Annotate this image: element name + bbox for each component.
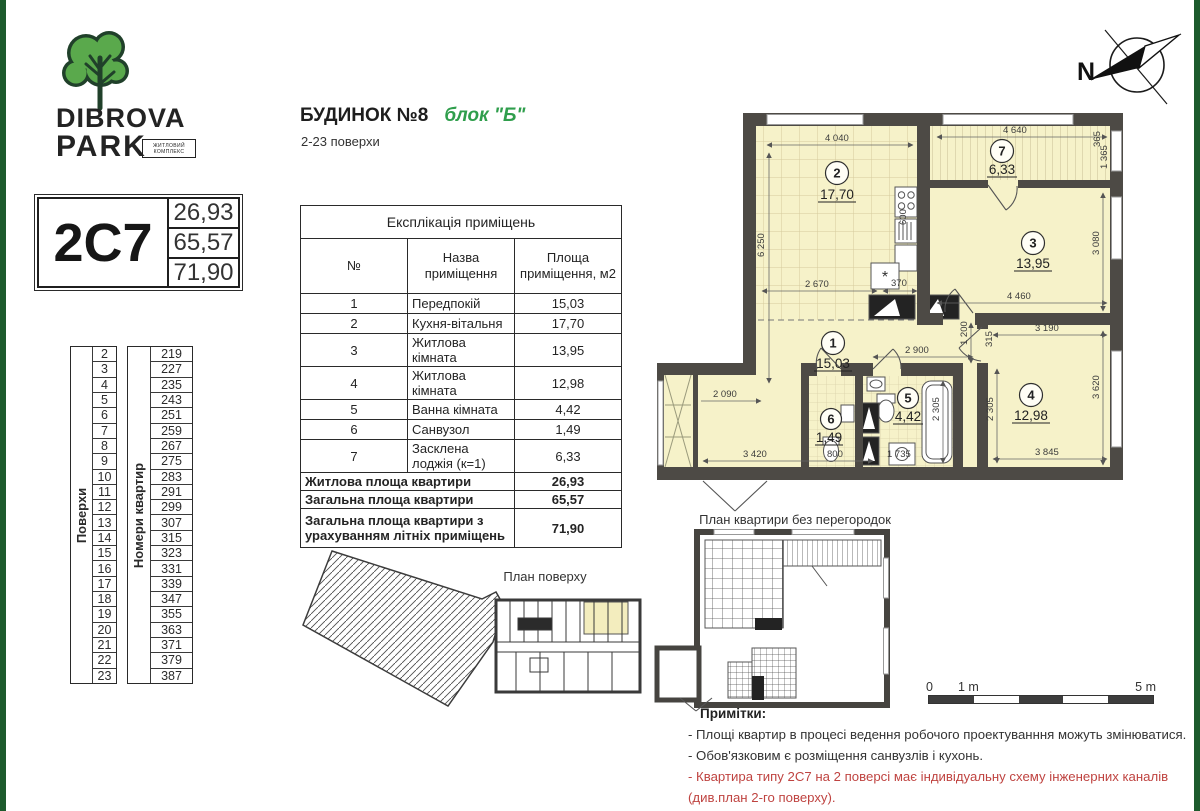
svg-text:370: 370 <box>891 278 907 289</box>
table-cell: 18 <box>93 591 116 606</box>
brand-name-top: DIBROVA <box>56 103 186 133</box>
table-cell: 20 <box>93 622 116 637</box>
apartment-type: 2С7 <box>39 199 169 286</box>
note-item-3-red: - Квартира типу 2С7 на 2 поверсі має індивідуальну схему інженерних каналів (див.план 2-го поверху). <box>688 769 1169 805</box>
table-cell: 9 <box>93 453 116 468</box>
table-cell: 363 <box>151 622 192 637</box>
building-title <box>300 105 525 127</box>
apartment-numbers-list <box>151 347 192 683</box>
no-partitions-plan <box>652 528 907 713</box>
table-cell: 371 <box>151 637 192 652</box>
brand-tagline-line1: ЖИТЛОВИЙ <box>152 142 186 149</box>
col-header-area: Площа приміщення, м2 <box>515 239 622 294</box>
table-cell: 22 <box>93 652 116 667</box>
table-cell: 243 <box>151 392 192 407</box>
total-area-value: 65,57 <box>169 227 238 257</box>
table-row: 5 Ванна кімната 4,42 <box>301 400 622 420</box>
table-cell: 219 <box>161 347 182 362</box>
table-row: 2 Кухня-вітальня 17,70 <box>301 314 622 334</box>
notes-block <box>688 706 1194 808</box>
apartment-numbers-header: Номери квартир <box>128 347 151 683</box>
floors-table-header: Поверхи <box>71 347 93 683</box>
svg-text:4 040: 4 040 <box>825 133 849 144</box>
floors-table <box>70 346 117 684</box>
note-item-2: - Обов'язковим є розміщення санвузлів і кухонь. <box>688 748 984 763</box>
apartment-type-badge <box>34 194 243 291</box>
table-row: 1 Передпокій 15,03 <box>301 294 622 314</box>
left-edge-strip <box>0 0 6 811</box>
scale-zero: 0 <box>926 680 933 694</box>
table-cell: 19 <box>93 606 116 621</box>
svg-text:2 670: 2 670 <box>805 279 829 290</box>
table-cell: 3 <box>93 361 116 376</box>
table-cell: 6 <box>93 407 116 422</box>
table-cell: 251 <box>151 407 192 422</box>
table-cell: 8 <box>93 438 116 453</box>
svg-text:3: 3 <box>1029 235 1037 251</box>
table-cell: 14 <box>93 530 116 545</box>
explication-title: Експлікація приміщень <box>301 206 622 239</box>
compass-icon <box>1075 18 1187 114</box>
table-cell: 10 <box>93 469 116 484</box>
building-number: БУДИНОК №8 <box>300 105 429 126</box>
table-cell: 283 <box>151 469 192 484</box>
living-area-value: 26,93 <box>173 199 234 226</box>
apartment-plan <box>655 105 1167 513</box>
svg-text:2 305: 2 305 <box>985 397 996 421</box>
col-header-name: Назва приміщення <box>408 239 515 294</box>
svg-text:2 305: 2 305 <box>931 397 942 421</box>
scale-bar-segments <box>928 695 1154 704</box>
table-cell: 307 <box>151 514 192 529</box>
svg-text:2 900: 2 900 <box>905 345 929 356</box>
table-cell: 17 <box>93 576 116 591</box>
apartment-numbers-table <box>127 346 193 684</box>
table-cell: 387 <box>151 668 192 683</box>
table-cell: 5 <box>93 392 116 407</box>
table-cell: 11 <box>93 484 116 499</box>
svg-text:1 200: 1 200 <box>959 321 970 345</box>
block-label: блок "Б" <box>444 105 526 126</box>
svg-text:2 090: 2 090 <box>713 389 737 400</box>
note-item-1: - Площі квартир в процесі ведення робочого проектуванння можуть змінюватися. <box>688 727 1187 742</box>
svg-text:3 080: 3 080 <box>1091 231 1102 255</box>
highlighted-apartment <box>584 602 628 634</box>
table-cell: 235 <box>151 377 192 392</box>
scale-bar <box>926 680 1156 706</box>
svg-text:6,33: 6,33 <box>988 162 1016 177</box>
svg-text:3 620: 3 620 <box>1091 375 1102 399</box>
table-cell: 339 <box>151 576 192 591</box>
table-cell: 291 <box>151 484 192 499</box>
scale-one-meter: 1 m <box>958 680 979 694</box>
no-partitions-caption: План квартири без перегородок <box>699 512 891 527</box>
table-cell: 2 <box>101 347 108 362</box>
dibrova-tree-icon <box>52 26 146 112</box>
svg-text:5: 5 <box>904 390 912 406</box>
svg-text:7: 7 <box>998 143 1006 159</box>
adjacent-block-hatched <box>303 551 504 706</box>
svg-text:3 845: 3 845 <box>1035 447 1059 458</box>
table-row: 4 Житлова кімната 12,98 <box>301 367 622 400</box>
total-summer-area-value: 71,90 <box>169 257 238 287</box>
table-row: 7 Засклена лоджія (к=1) 6,33 <box>301 440 622 473</box>
brand-name-bottom: PARK <box>56 130 147 163</box>
svg-text:6: 6 <box>827 411 835 427</box>
table-cell: 315 <box>151 530 192 545</box>
table-cell: 355 <box>151 606 192 621</box>
total-row-summer: Загальна площа квартири з урахуванням літніх приміщень 71,90 <box>301 509 622 548</box>
table-cell: 331 <box>151 560 192 575</box>
table-row: 6 Санвузол 1,49 <box>301 420 622 440</box>
table-cell: 323 <box>151 545 192 560</box>
svg-text:1 735: 1 735 <box>887 449 911 460</box>
svg-text:1,49: 1,49 <box>815 430 843 445</box>
svg-text:*: * <box>881 269 889 286</box>
svg-text:3 190: 3 190 <box>1035 323 1059 334</box>
table-cell: 16 <box>93 560 116 575</box>
table-cell: 12 <box>93 499 116 514</box>
table-cell: 275 <box>151 453 192 468</box>
table-cell: 259 <box>151 423 192 438</box>
right-edge-strip <box>1194 0 1200 811</box>
svg-text:3 420: 3 420 <box>743 449 767 460</box>
table-cell: 7 <box>93 423 116 438</box>
brand-tagline-box <box>142 139 196 158</box>
table-cell: 379 <box>151 652 192 667</box>
table-row: 3 Житлова кімната 13,95 <box>301 334 622 367</box>
total-row-living: Житлова площа квартири 26,93 <box>301 473 622 491</box>
svg-text:13,95: 13,95 <box>1016 256 1050 271</box>
svg-text:1: 1 <box>829 335 837 351</box>
floor-overview-plan <box>290 530 650 720</box>
svg-text:4 640: 4 640 <box>1003 125 1027 136</box>
notes-title: Примітки: <box>700 706 767 721</box>
table-cell: 299 <box>151 499 192 514</box>
col-header-no: № <box>301 239 408 294</box>
svg-text:12,98: 12,98 <box>1014 408 1048 423</box>
svg-text:600: 600 <box>898 209 909 225</box>
floors-list <box>93 347 116 683</box>
svg-text:315: 315 <box>984 331 995 347</box>
total-row-total: Загальна площа квартири 65,57 <box>301 491 622 509</box>
table-cell: 4 <box>93 377 116 392</box>
svg-text:800: 800 <box>827 449 843 460</box>
svg-text:2: 2 <box>833 165 841 181</box>
brand-tagline-line2: КОМПЛЕКС <box>153 148 185 155</box>
table-cell: 347 <box>151 591 192 606</box>
table-cell: 13 <box>93 514 116 529</box>
svg-text:17,70: 17,70 <box>820 187 854 202</box>
svg-text:4 460: 4 460 <box>1007 291 1031 302</box>
svg-text:1 365: 1 365 <box>1099 145 1110 169</box>
floors-range: 2-23 поверхи <box>301 134 380 149</box>
compass-north-label: N <box>1077 58 1096 86</box>
table-cell: 15 <box>93 545 116 560</box>
floor-layout <box>496 600 640 692</box>
svg-text:365: 365 <box>1092 131 1103 147</box>
table-cell: 21 <box>93 637 116 652</box>
table-cell: 227 <box>151 361 192 376</box>
floor-plan-caption: План поверху <box>503 569 587 584</box>
scale-five-meters: 5 m <box>1135 680 1156 694</box>
table-cell: 267 <box>151 438 192 453</box>
svg-text:4,42: 4,42 <box>894 409 922 424</box>
table-cell: 23 <box>93 668 116 683</box>
svg-text:15,03: 15,03 <box>816 356 850 371</box>
explication-table <box>300 205 622 548</box>
svg-text:6 250: 6 250 <box>756 233 767 257</box>
svg-text:4: 4 <box>1027 387 1035 403</box>
